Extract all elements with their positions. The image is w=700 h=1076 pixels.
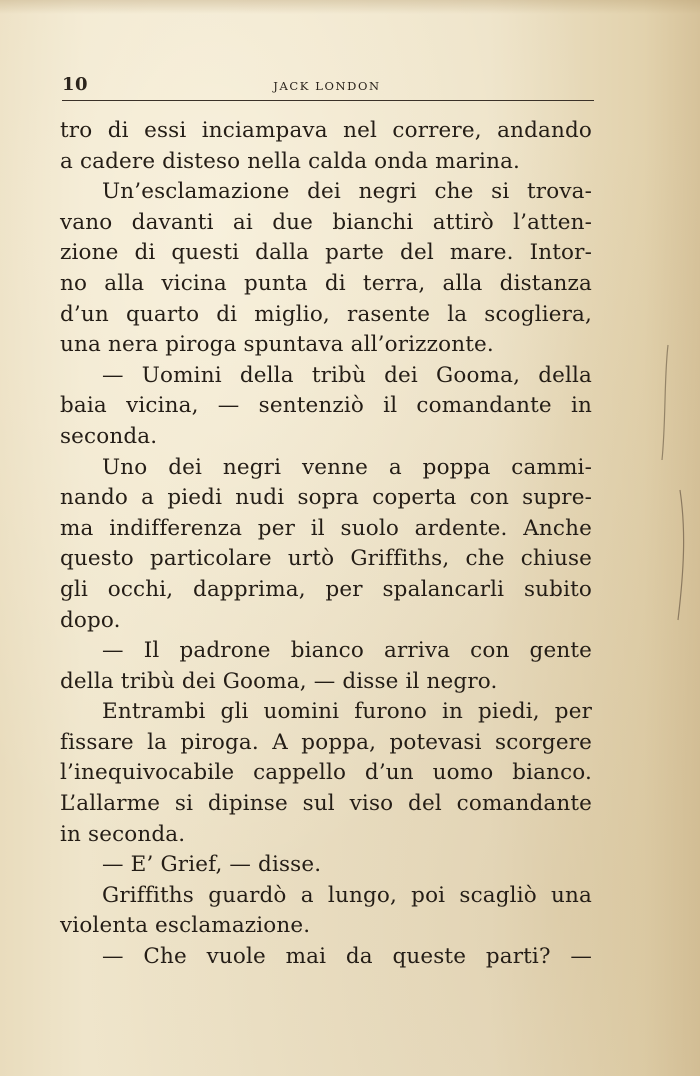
- text-line: tro di essi inciampava nel correre, andando: [60, 118, 592, 143]
- page-header: [62, 72, 592, 100]
- text-line: nando a piedi nudi sopra coperta con supre-: [60, 485, 592, 511]
- text-line: una nera piroga spuntava all’orizzonte.: [60, 332, 494, 358]
- text-line: — Che vuole mai da queste parti? —: [102, 944, 592, 970]
- text-line: — Il padrone bianco arriva con gente: [102, 638, 592, 664]
- text-line: questo particolare urtò Griffiths, che chiuse: [60, 546, 592, 572]
- text-line: — Uomini della tribù dei Gooma, della: [102, 362, 592, 388]
- text-line: d’un quarto di miglio, rasente la scogliera,: [60, 301, 592, 327]
- text-line: no alla vicina punta di terra, alla distanza: [60, 270, 592, 296]
- text-line: baia vicina, — sentenziò il comandante in: [60, 393, 592, 419]
- text-line: seconda.: [60, 423, 158, 449]
- text-line: Entrambi gli uomini furono in piedi, per: [102, 699, 592, 725]
- text-line: — E’ Grief, — disse.: [102, 852, 322, 878]
- text-line: Griffiths guardò a lungo, poi scagliò una: [102, 882, 592, 908]
- text-line: fissare la piroga. A poppa, potevasi scorgere: [60, 729, 592, 755]
- text-line: in seconda.: [60, 821, 186, 847]
- text-line: vano davanti ai due bianchi attirò l’atten-: [60, 209, 592, 235]
- text-line: Un’esclamazione dei negri che si trova-: [102, 179, 592, 205]
- text-line: a cadere disteso nella calda onda marina.: [60, 148, 521, 174]
- page-edge-mark: [650, 340, 690, 660]
- text-line: ma indifferenza per il suolo ardente. Anche: [60, 515, 592, 541]
- page-number: 10: [62, 74, 89, 95]
- body-text: [60, 116, 592, 973]
- text-line: dopo.: [60, 607, 121, 633]
- running-head: JACK LONDON: [273, 79, 381, 93]
- text-line: L’allarme si dipinse sul viso del comandante: [60, 791, 592, 817]
- text-line: violenta esclamazione.: [60, 913, 311, 939]
- text-line: l’inequivocabile cappello d’un uomo bianco.: [60, 760, 592, 786]
- text-line: della tribù dei Gooma, — disse il negro.: [60, 668, 498, 694]
- text-line: zione di questi dalla parte del mare. Intor-: [60, 240, 592, 266]
- header-rule: [62, 100, 594, 101]
- text-line: gli occhi, dapprima, per spalancarli subito: [60, 576, 592, 602]
- text-line: Uno dei negri venne a poppa cammi-: [102, 454, 592, 480]
